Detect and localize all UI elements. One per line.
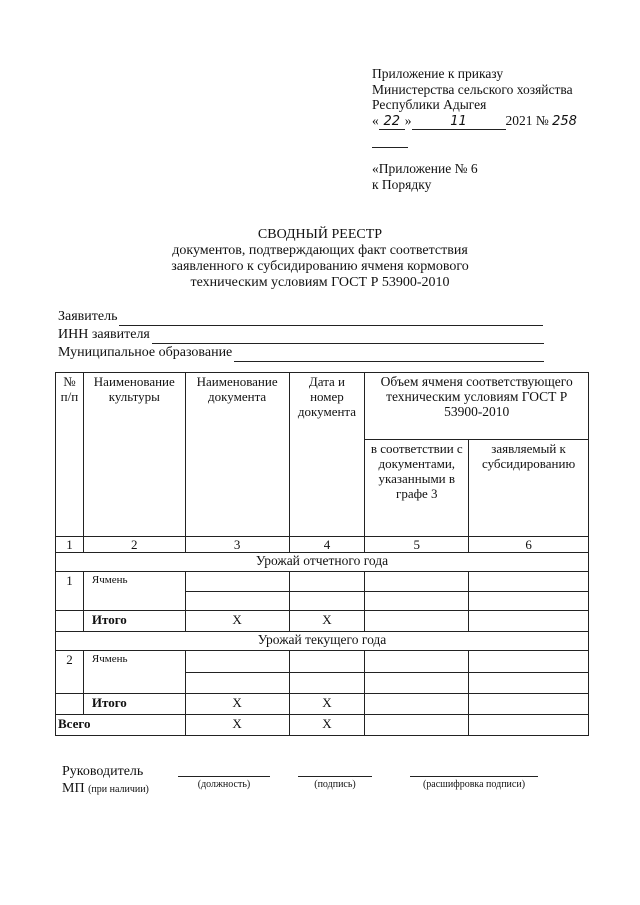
appendix-reference	[372, 161, 478, 193]
table-cell[interactable]	[469, 672, 589, 694]
subtotal-label: Итого	[83, 694, 185, 715]
municipality-line[interactable]	[234, 348, 544, 362]
table-cell[interactable]	[365, 591, 469, 611]
head-label: Руководитель	[62, 764, 144, 779]
row-crop: Ячмень	[83, 572, 185, 611]
table-cell[interactable]	[185, 672, 289, 694]
municipality-field[interactable]	[58, 344, 544, 362]
date-month: 11	[412, 114, 506, 131]
table-cell[interactable]	[289, 672, 365, 694]
table-cell[interactable]	[365, 694, 469, 715]
x-mark: X	[185, 611, 289, 632]
mp-label: МП	[62, 781, 85, 796]
section-title: Урожай текущего года	[56, 632, 589, 651]
row-number: 2	[56, 651, 84, 694]
header-claimed: заявляемый к субсидированию	[469, 440, 589, 537]
col-index-4: 4	[289, 537, 365, 553]
table-cell[interactable]	[365, 611, 469, 632]
table-cell[interactable]	[469, 591, 589, 611]
x-mark: X	[289, 611, 365, 632]
grand-total-row	[56, 715, 589, 736]
subtotal-row	[56, 611, 589, 632]
decode-caption: (расшифровка подписи)	[422, 779, 526, 790]
applicant-fields	[58, 308, 544, 362]
applicant-field[interactable]	[58, 308, 544, 326]
signature-line[interactable]	[298, 776, 372, 777]
table-cell[interactable]	[289, 572, 365, 592]
table-cell[interactable]	[469, 694, 589, 715]
header-line-1: Приложение к приказу	[372, 66, 504, 81]
table-cell	[56, 694, 84, 715]
header-doc-name: Наименование документа	[185, 373, 289, 537]
table-row	[56, 651, 589, 673]
signature-caption: (подпись)	[314, 779, 356, 790]
date-close-quote: »	[404, 112, 412, 128]
subtotal-row	[56, 694, 589, 715]
table-cell[interactable]	[365, 715, 469, 736]
table-cell[interactable]	[289, 651, 365, 673]
col-index-2: 2	[83, 537, 185, 553]
col-index-6: 6	[469, 537, 589, 553]
header-doc-date: Дата и номер документа	[289, 373, 365, 537]
inn-field[interactable]	[58, 326, 544, 344]
inn-line[interactable]	[152, 330, 544, 344]
date-day: 22	[379, 114, 405, 131]
grand-total-label: Всего	[56, 715, 186, 736]
col-index-1: 1	[56, 537, 84, 553]
table-cell[interactable]	[289, 591, 365, 611]
table-header-row	[56, 373, 589, 440]
header-num: № п/п	[56, 373, 84, 537]
section-reporting-year	[56, 553, 589, 572]
decode-line[interactable]	[410, 776, 538, 777]
date-open-quote: «	[372, 112, 379, 128]
order-number: 258	[552, 113, 577, 129]
section-title: Урожай отчетного года	[56, 553, 589, 572]
table-cell[interactable]	[469, 651, 589, 673]
table-cell[interactable]	[185, 572, 289, 592]
applicant-line[interactable]	[119, 312, 543, 326]
header-short-line	[372, 147, 408, 148]
table-cell[interactable]	[365, 672, 469, 694]
col-index-3: 3	[185, 537, 289, 553]
header-docs-match: в соответствии с документами, указанными в графе 3	[365, 440, 469, 537]
header-line-3: Республики Адыгея	[372, 97, 487, 112]
title-line-3: заявленного к субсидированию ячменя кормового	[171, 259, 469, 274]
table-cell[interactable]	[469, 715, 589, 736]
header-crop: Наименование культуры	[83, 373, 185, 537]
table-cell[interactable]	[185, 591, 289, 611]
order-header	[372, 66, 577, 130]
col-index-5: 5	[365, 537, 469, 553]
appendix-line-2: к Порядку	[372, 177, 432, 192]
applicant-label: Заявитель	[58, 309, 118, 324]
header-date-line	[372, 113, 577, 131]
x-mark: X	[185, 694, 289, 715]
signature-block	[62, 763, 149, 798]
table-cell[interactable]	[365, 572, 469, 592]
subtotal-label: Итого	[83, 611, 185, 632]
section-current-year	[56, 632, 589, 651]
column-index-row	[56, 537, 589, 553]
x-mark: X	[185, 715, 289, 736]
table-cell[interactable]	[469, 572, 589, 592]
row-number: 1	[56, 572, 84, 611]
municipality-label: Муниципальное образование	[58, 345, 233, 360]
register-table	[55, 372, 589, 736]
x-mark: X	[289, 694, 365, 715]
position-line[interactable]	[178, 776, 270, 777]
table-cell[interactable]	[185, 651, 289, 673]
title-line-4: техническим условиям ГОСТ Р 53900-2010	[190, 275, 450, 290]
x-mark: X	[289, 715, 365, 736]
row-crop: Ячмень	[83, 651, 185, 694]
inn-label: ИНН заявителя	[58, 327, 150, 342]
mp-note: (при наличии)	[88, 784, 149, 795]
appendix-line-1: «Приложение № 6	[372, 161, 478, 176]
date-year: 2021 №	[505, 112, 549, 128]
table-cell[interactable]	[469, 611, 589, 632]
title-line-2: документов, подтверждающих факт соответствия	[172, 243, 468, 258]
document-title	[0, 227, 640, 291]
position-caption: (должность)	[197, 779, 251, 790]
table-cell	[56, 611, 84, 632]
header-line-2: Министерства сельского хозяйства	[372, 81, 573, 97]
header-volume: Объем ячменя соответствующего техническим условиям ГОСТ Р 53900-2010	[365, 373, 589, 440]
title-line-1: СВОДНЫЙ РЕЕСТР	[257, 227, 383, 242]
table-row	[56, 572, 589, 592]
table-cell[interactable]	[365, 651, 469, 673]
stamp-label	[62, 780, 149, 798]
